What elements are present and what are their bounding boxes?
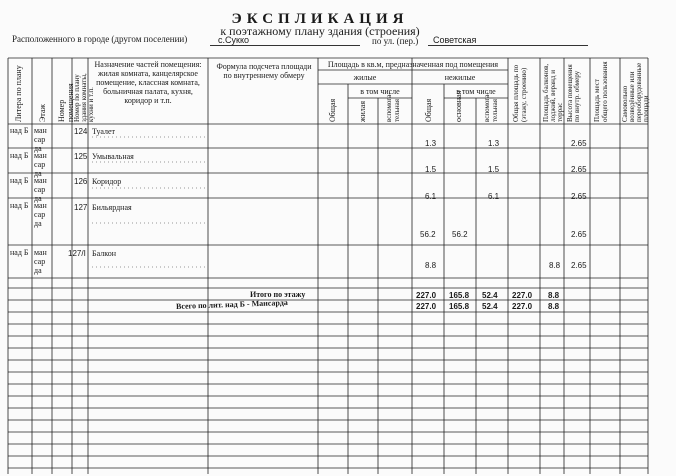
row5-nezh-obsh: 8.8: [425, 261, 437, 270]
header-v-tom-chisle-nzh: в том числе: [456, 87, 496, 96]
row5-balkon: 8.8: [549, 261, 561, 270]
header-nomer-komnat: Номер по плану здания комнаты, кухни и т.п.: [73, 73, 95, 122]
total1-vsp: 52.4: [482, 291, 498, 300]
header-zhilaya: жилая: [358, 100, 367, 122]
row3-nezh-vsp: 6.1: [488, 192, 500, 201]
row5-etazh: ман сар да: [34, 248, 47, 275]
total1-label: Итого по этажу: [250, 290, 306, 299]
total2-vsp: 52.4: [482, 302, 498, 311]
header-litera: Литера по плану: [14, 65, 23, 122]
row3-nomer: 126: [74, 177, 88, 186]
total2-label: Всего по лит. над Б - Мансарда: [175, 298, 288, 311]
row2-litera: над Б: [10, 151, 29, 160]
row5-litera: над Б: [10, 248, 29, 257]
row1-nomer: 124: [74, 127, 88, 136]
location-label: Расположенного в городе (другом поселении): [12, 34, 188, 44]
row4-vysota: 2.65: [571, 230, 587, 239]
street-value: Советская: [433, 35, 477, 45]
row4-etazh: ман сар да: [34, 201, 47, 228]
total1-osn: 165.8: [449, 291, 470, 300]
row2-etazh: ман сар да: [34, 151, 47, 178]
row4-nezh-obsh: 56.2: [420, 230, 436, 239]
row1-nezh-vsp: 1.3: [488, 139, 500, 148]
header-vysota: Высота помещения по внутр. обмеру: [566, 64, 581, 122]
total2-osn: 165.8: [449, 302, 470, 311]
header-samovolnye: Самовольно возведённые или переоборудованные площади: [621, 62, 650, 122]
row3-litera: над Б: [10, 176, 29, 185]
header-nomer-pomesh: Номер помещения: [57, 83, 75, 122]
row4-name: Бильярдная: [92, 203, 132, 212]
row2-nezh-vsp: 1.5: [488, 165, 500, 174]
row4-nezh-osn: 56.2: [452, 230, 468, 239]
header-vspom-nzh: вспомога-тельная: [483, 92, 499, 122]
header-nezhilye: нежилые: [444, 73, 476, 82]
row3-nezh-obsh: 6.1: [425, 192, 437, 201]
row1-name: Туалет: [92, 127, 116, 136]
header-formula: Формула подсчета площади по внутреннему обмеру: [216, 62, 312, 80]
header-obshaya-nzh: Общая: [424, 98, 433, 122]
row4-nomer: 127: [74, 203, 88, 212]
total1-obsh: 227.0: [416, 291, 437, 300]
document-title: ЭКСПЛИКАЦИЯ: [231, 11, 409, 27]
total2-balkon: 8.8: [548, 302, 560, 311]
location-value: с.Сукко: [218, 35, 249, 45]
street-label: по ул. (пер.): [372, 36, 419, 46]
document-subtitle: к поэтажному плану здания (строения): [220, 24, 420, 38]
header-balkony: Площадь балконов, лоджий, веранд и террас: [542, 63, 564, 122]
total1-etazh: 227.0: [512, 291, 533, 300]
header-osnovnaya: основная: [454, 90, 463, 122]
row5-vysota: 2.65: [571, 261, 587, 270]
row1-vysota: 2.65: [571, 139, 587, 148]
header-mest: Площадь мест общего пользования: [593, 61, 609, 122]
row2-vysota: 2.65: [571, 165, 587, 174]
header-ploshad-group: Площадь в кв.м, предназначенная под помещения: [327, 60, 499, 69]
header-naznachenie: Назначение частей помещения: жилая комната, канцелярское помещение, классная комната, больничная палата, кухня, коридор и т.п.: [94, 60, 202, 105]
row3-name: Коридор: [92, 177, 122, 186]
row4-litera: над Б: [10, 201, 29, 210]
row3-etazh: ман сар да: [34, 176, 47, 203]
row1-etazh: ман сар да: [34, 126, 47, 153]
total2-obsh: 227.0: [416, 302, 437, 311]
row3-vysota: 2.65: [571, 192, 587, 201]
header-etazh: Этаж: [38, 104, 47, 122]
row5-name: Балкон: [92, 249, 116, 258]
header-obshaya-etazh: Общая площадь по (этажу, строению): [512, 64, 528, 122]
header-v-tom-chisle-zh: в том числе: [360, 87, 400, 96]
header-vspom-zh: вспомога-тельная: [385, 92, 401, 122]
row5-nomer: 127/I: [68, 249, 86, 258]
total2-etazh: 227.0: [512, 302, 533, 311]
row2-name: Умывальная: [92, 152, 134, 161]
header-zhilye: жилые: [353, 73, 377, 82]
header-obshaya-zh: Общая: [328, 98, 337, 122]
row1-litera: над Б: [10, 126, 29, 135]
row1-nezh-obsh: 1.3: [425, 139, 437, 148]
row2-nomer: 125: [74, 152, 88, 161]
row2-nezh-obsh: 1.5: [425, 165, 437, 174]
total1-balkon: 8.8: [548, 291, 560, 300]
